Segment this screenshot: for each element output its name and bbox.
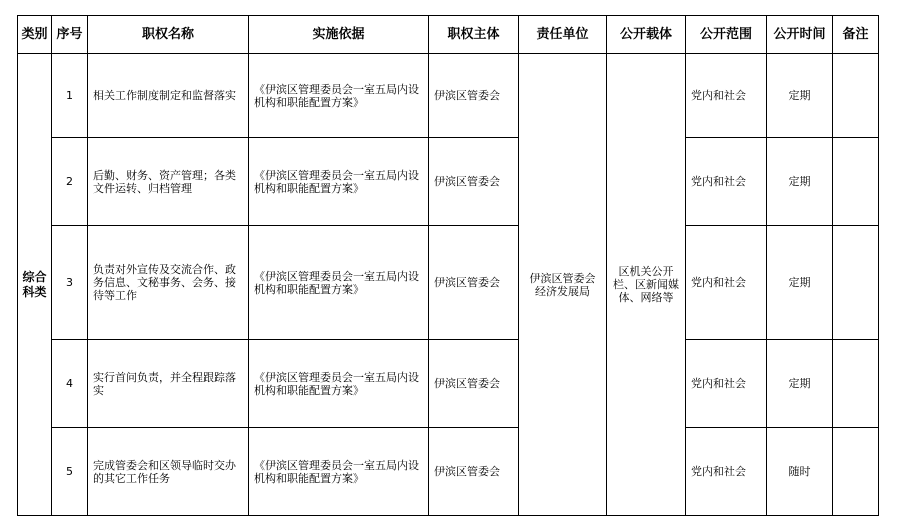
authority-name: 完成管委会和区领导临时交办的其它工作任务	[88, 428, 249, 516]
header-carrier: 公开载体	[607, 16, 686, 54]
header-time: 公开时间	[767, 16, 833, 54]
scope: 党内和社会	[686, 226, 767, 340]
scope: 党内和社会	[686, 54, 767, 138]
publish-time: 定期	[767, 226, 833, 340]
row-number: 3	[52, 226, 88, 340]
carrier-cell: 区机关公开栏、区新闻媒体、网络等	[607, 54, 686, 516]
category-cell: 综合科类	[18, 54, 52, 516]
subject: 伊滨区管委会	[429, 54, 519, 138]
basis: 《伊滨区管理委员会一室五局内设机构和职能配置方案》	[249, 428, 429, 516]
disclosure-table-wrapper	[17, 15, 879, 516]
publish-time: 定期	[767, 54, 833, 138]
basis: 《伊滨区管理委员会一室五局内设机构和职能配置方案》	[249, 54, 429, 138]
note	[833, 138, 879, 226]
basis: 《伊滨区管理委员会一室五局内设机构和职能配置方案》	[249, 138, 429, 226]
subject: 伊滨区管委会	[429, 428, 519, 516]
header-basis: 实施依据	[249, 16, 429, 54]
header-responsible-unit: 责任单位	[519, 16, 607, 54]
subject: 伊滨区管委会	[429, 340, 519, 428]
header-row	[18, 16, 879, 54]
publish-time: 定期	[767, 340, 833, 428]
note	[833, 54, 879, 138]
scope: 党内和社会	[686, 340, 767, 428]
subject: 伊滨区管委会	[429, 226, 519, 340]
note	[833, 226, 879, 340]
subject: 伊滨区管委会	[429, 138, 519, 226]
row-number: 2	[52, 138, 88, 226]
table-row	[18, 340, 879, 428]
table-row	[18, 428, 879, 516]
basis: 《伊滨区管理委员会一室五局内设机构和职能配置方案》	[249, 340, 429, 428]
scope: 党内和社会	[686, 428, 767, 516]
basis: 《伊滨区管理委员会一室五局内设机构和职能配置方案》	[249, 226, 429, 340]
authority-name: 负责对外宣传及交流合作、政务信息、文秘事务、会务、接待等工作	[88, 226, 249, 340]
table-row	[18, 226, 879, 340]
note	[833, 340, 879, 428]
authority-name: 相关工作制度制定和监督落实	[88, 54, 249, 138]
header-scope: 公开范围	[686, 16, 767, 54]
header-authority-name: 职权名称	[88, 16, 249, 54]
header-note: 备注	[833, 16, 879, 54]
table-row	[18, 138, 879, 226]
note	[833, 428, 879, 516]
header-subject: 职权主体	[429, 16, 519, 54]
scope: 党内和社会	[686, 138, 767, 226]
authority-name: 实行首问负责，并全程跟踪落实	[88, 340, 249, 428]
disclosure-table	[17, 15, 879, 516]
header-category: 类别	[18, 16, 52, 54]
row-number: 1	[52, 54, 88, 138]
row-number: 5	[52, 428, 88, 516]
publish-time: 定期	[767, 138, 833, 226]
table-row	[18, 54, 879, 138]
responsible-unit-cell: 伊滨区管委会经济发展局	[519, 54, 607, 516]
header-number: 序号	[52, 16, 88, 54]
row-number: 4	[52, 340, 88, 428]
publish-time: 随时	[767, 428, 833, 516]
authority-name: 后勤、财务、资产管理；各类文件运转、归档管理	[88, 138, 249, 226]
